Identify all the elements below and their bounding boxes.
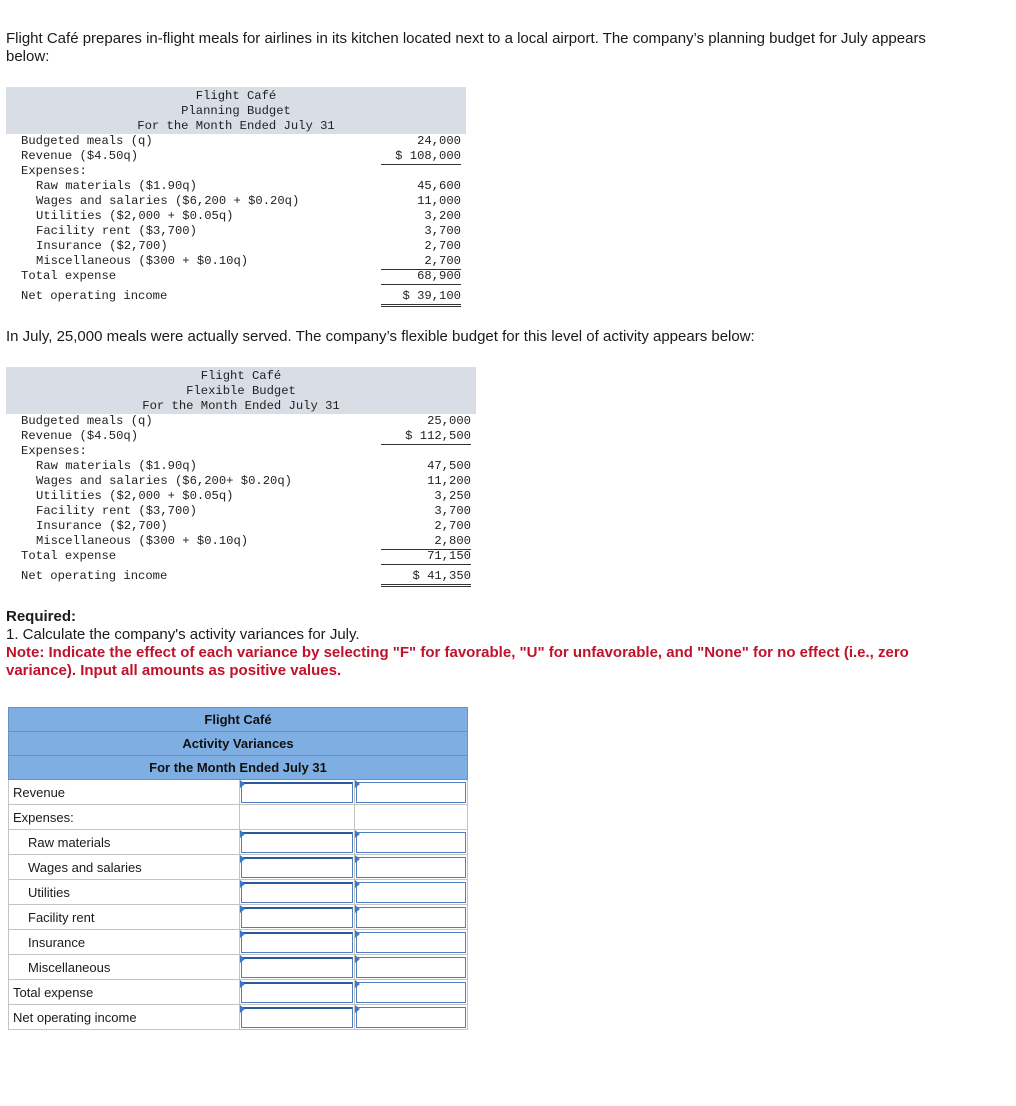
amount-input[interactable] [241,932,353,953]
answer-row-label: Insurance [9,930,240,955]
answer-row-label: Miscellaneous [9,955,240,980]
answer-row-miscellaneous [9,955,468,980]
answer-row-label: Total expense [9,980,240,1005]
effect-select-cell [355,930,468,955]
amount-input-cell [240,905,355,930]
effect-select-cell [355,980,468,1005]
flexible-row-label: Wages and salaries ($6,200+ $0.20q) [36,474,292,488]
answer-row-net-operating-income [9,1005,468,1030]
amount-input-cell [240,1005,355,1030]
flexible-row-label: Raw materials ($1.90q) [36,459,197,473]
answer-row-label: Net operating income [9,1005,240,1030]
planning-row-label: Budgeted meals (q) [21,134,153,148]
amount-input-cell [240,955,355,980]
intro-paragraph: Flight Café prepares in-flight meals for airlines in its kitchen located next to a local airport. The company’s planning budget for July appears below: [6,30,926,65]
select-marker-icon [355,1005,360,1013]
flexible-budget-header [6,367,476,414]
planning-row-net-operating-income [6,289,466,304]
flexible-row-insurance [6,519,476,534]
answer-row-label: Expenses: [9,805,240,830]
planning-row-value: $ 39,100 [381,289,461,307]
answer-row-label: Utilities [9,880,240,905]
planning-row-budgeted-meals [6,134,466,149]
planning-row-label: Net operating income [21,289,168,303]
flexible-row-budgeted-meals [6,414,476,429]
flexible-row-value: 2,700 [434,519,471,533]
amount-input[interactable] [241,882,353,903]
effect-select[interactable] [356,832,466,853]
planning-row-label: Insurance ($2,700) [36,239,168,253]
required-title: Required: [6,608,77,625]
flexible-row-raw-materials [6,459,476,474]
planning-row-value: 45,600 [417,179,461,193]
answer-row-insurance [9,930,468,955]
planning-row-value: 24,000 [417,134,461,148]
effect-select-cell [355,955,468,980]
required-note: Note: Indicate the effect of each variance by selecting "F" for favorable, "U" for unfavorable, and "None" for no effect (i.e., zero variance). Input all amounts as positive values. [6,644,909,679]
flexible-row-value: $ 41,350 [381,569,471,587]
flexible-row-net-operating-income [6,569,476,584]
planning-row-value: 2,700 [381,254,461,270]
input-marker-icon [240,930,245,938]
amount-input-cell [240,980,355,1005]
flexible-row-label: Miscellaneous ($300 + $0.10q) [36,534,249,548]
answer-row-label: Wages and salaries [9,855,240,880]
answer-row-total-expense [9,980,468,1005]
effect-select[interactable] [356,782,466,803]
select-marker-icon [355,830,360,838]
planning-row-label: Wages and salaries ($6,200 + $0.20q) [36,194,300,208]
planning-row-wages-and-salaries [6,194,466,209]
flexible-row-expenses [6,444,476,459]
amount-input[interactable] [241,907,353,928]
flexible-row-label: Total expense [21,549,117,563]
flexible-row-value: 47,500 [427,459,471,473]
planning-budget-header [6,87,466,134]
flexible-row-value: 3,700 [434,504,471,518]
select-marker-icon [355,980,360,988]
input-marker-icon [240,980,245,988]
amount-input-cell [240,855,355,880]
select-marker-icon [355,880,360,888]
effect-select[interactable] [356,1007,466,1028]
planning-budget-rows [6,134,466,304]
effect-select[interactable] [356,857,466,878]
flexible-row-label: Net operating income [21,569,168,583]
flexible-row-revenue [6,429,476,444]
flexible-row-miscellaneous [6,534,476,549]
effect-select-cell [355,905,468,930]
planning-row-value: 11,000 [417,194,461,208]
planning-row-insurance [6,239,466,254]
answer-row-wages-and-salaries [9,855,468,880]
flexible-budget-subtitle: Flexible Budget [186,384,296,398]
flexible-row-value: 11,200 [427,474,471,488]
planning-row-label: Raw materials ($1.90q) [36,179,197,193]
planning-row-expenses [6,164,466,179]
input-marker-icon [240,905,245,913]
answer-row-expenses [9,805,468,830]
effect-select-cell [355,780,468,805]
planning-row-miscellaneous [6,254,466,269]
effect-select[interactable] [356,907,466,928]
flexible-row-label: Revenue ($4.50q) [21,429,139,443]
planning-row-value: 68,900 [381,269,461,285]
input-marker-icon [240,1005,245,1013]
empty-cell [355,805,468,830]
amount-input[interactable] [241,857,353,878]
flexible-row-label: Utilities ($2,000 + $0.05q) [36,489,234,503]
planning-budget-period: For the Month Ended July 31 [137,119,335,133]
flexible-row-facility-rent [6,504,476,519]
input-marker-icon [240,830,245,838]
planning-row-label: Total expense [21,269,117,283]
amount-input[interactable] [241,1007,353,1028]
answer-row-label: Revenue [9,780,240,805]
amount-input[interactable] [241,832,353,853]
flexible-row-wages-and-salaries [6,474,476,489]
planning-row-revenue [6,149,466,164]
flexible-budget-title: Flight Café [200,369,282,383]
planning-row-label: Miscellaneous ($300 + $0.10q) [36,254,249,268]
flexible-row-total-expense [6,549,476,564]
flexible-budget-table [6,367,476,584]
amount-input[interactable] [241,982,353,1003]
activity-variances-table [8,707,468,1030]
amount-input[interactable] [241,957,353,978]
amount-input-cell [240,880,355,905]
flexible-row-label: Expenses: [21,444,87,458]
amount-input-cell [240,780,355,805]
planning-row-raw-materials [6,179,466,194]
amount-input-cell [240,830,355,855]
flexible-budget-rows [6,414,476,584]
effect-select[interactable] [356,982,466,1003]
planning-row-value: 2,700 [424,239,461,253]
select-marker-icon [355,955,360,963]
flexible-row-label: Budgeted meals (q) [21,414,153,428]
answer-row-label: Facility rent [9,905,240,930]
flexible-row-value: 2,800 [381,534,471,550]
planning-budget-title: Flight Café [195,89,277,103]
planning-row-value: 3,700 [424,224,461,238]
planning-budget-subtitle: Planning Budget [181,104,291,118]
amount-input[interactable] [241,782,353,803]
flexible-row-value: 25,000 [427,414,471,428]
flexible-intro-paragraph: In July, 25,000 meals were actually served. The company’s flexible budget for this level of activity appears below: [6,328,755,345]
flexible-row-value: 71,150 [381,549,471,565]
answer-row-label: Raw materials [9,830,240,855]
answer-subtitle: Activity Variances [9,732,468,756]
effect-select-cell [355,880,468,905]
empty-cell [240,805,355,830]
planning-row-label: Facility rent ($3,700) [36,224,197,238]
planning-row-facility-rent [6,224,466,239]
effect-select[interactable] [356,882,466,903]
flexible-row-label: Insurance ($2,700) [36,519,168,533]
planning-row-label: Utilities ($2,000 + $0.05q) [36,209,234,223]
answer-row-utilities [9,880,468,905]
effect-select[interactable] [356,932,466,953]
select-marker-icon [355,855,360,863]
answer-row-revenue [9,780,468,805]
flexible-row-label: Facility rent ($3,700) [36,504,197,518]
select-marker-icon [355,780,360,788]
effect-select-cell [355,830,468,855]
effect-select-cell [355,855,468,880]
answer-title: Flight Café [9,708,468,732]
flexible-budget-period: For the Month Ended July 31 [142,399,340,413]
planning-row-label: Revenue ($4.50q) [21,149,139,163]
answer-row-facility-rent [9,905,468,930]
input-marker-icon [240,855,245,863]
amount-input-cell [240,930,355,955]
select-marker-icon [355,905,360,913]
input-marker-icon [240,880,245,888]
planning-row-label: Expenses: [21,164,87,178]
flexible-row-value: $ 112,500 [381,429,471,445]
flexible-row-utilities [6,489,476,504]
required-item: 1. Calculate the company's activity variances for July. [6,626,360,643]
select-marker-icon [355,930,360,938]
answer-row-raw-materials [9,830,468,855]
planning-row-utilities [6,209,466,224]
input-marker-icon [240,780,245,788]
input-marker-icon [240,955,245,963]
planning-row-value: 3,200 [424,209,461,223]
effect-select[interactable] [356,957,466,978]
answer-period: For the Month Ended July 31 [9,756,468,780]
flexible-row-value: 3,250 [434,489,471,503]
planning-row-value: $ 108,000 [381,149,461,165]
planning-row-total-expense [6,269,466,284]
effect-select-cell [355,1005,468,1030]
planning-budget-table [6,87,466,304]
required-section [6,608,966,680]
